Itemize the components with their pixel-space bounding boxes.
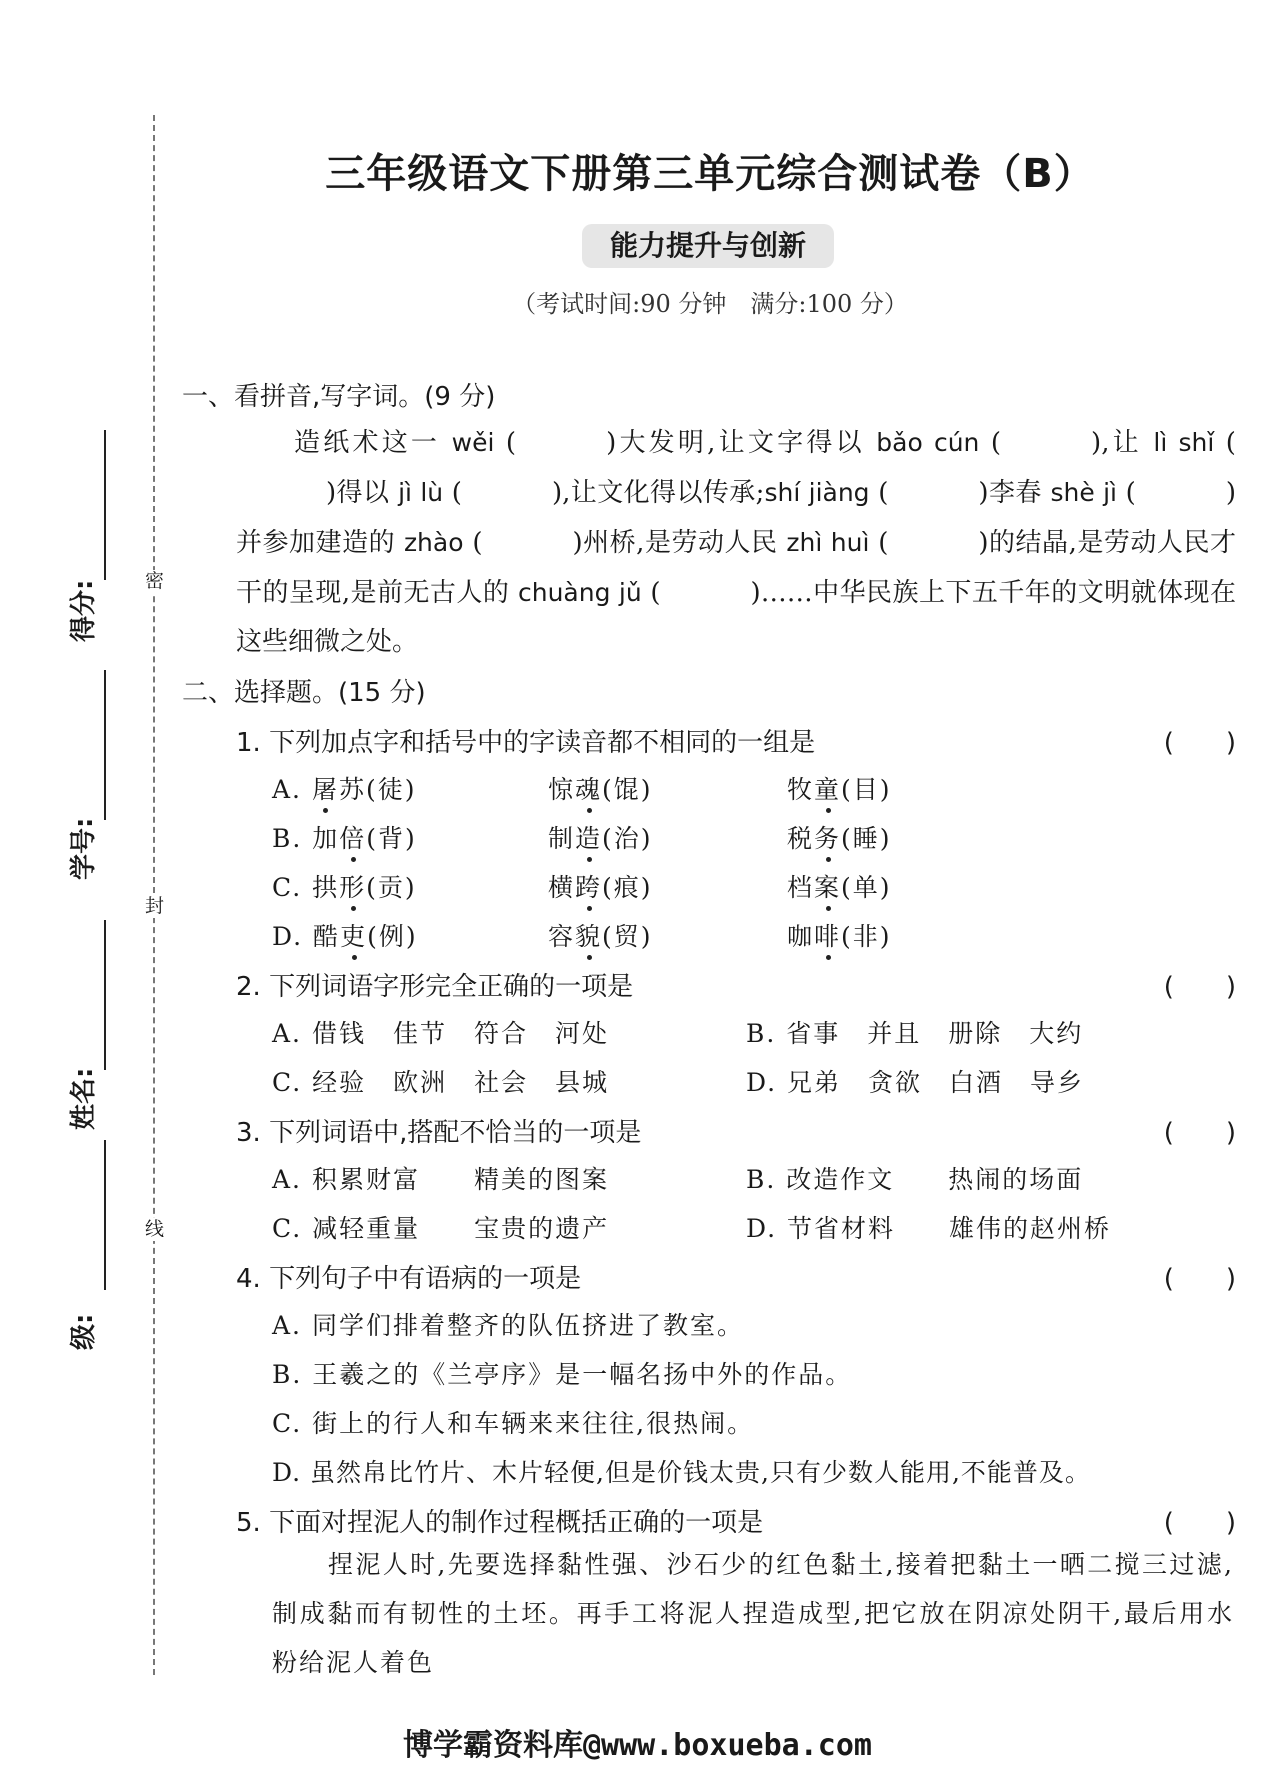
seal-char-feng: 封 xyxy=(145,895,165,917)
question-3-stem: 3. 下列词语中,搭配不恰当的一项是 ( ) xyxy=(236,1112,1236,1149)
question-5-answer-box[interactable]: ( ) xyxy=(1163,1508,1236,1538)
question-1-option-d-word-1[interactable]: D. 酷吏(例) xyxy=(272,917,418,953)
question-1-stem: 1. 下列加点字和括号中的字读音都不相同的一组是 ( ) xyxy=(236,722,1236,759)
pinyin-lishi: lì shǐ xyxy=(1153,428,1215,457)
section-2-heading: 二、选择题。(15 分) xyxy=(182,678,426,708)
class-field-line xyxy=(104,1140,106,1290)
question-1-option-c-word-1[interactable]: C. 拱形(贡) xyxy=(272,868,417,904)
class-field-label: 级: xyxy=(69,1313,99,1350)
student-id-field-line xyxy=(104,670,106,820)
score-field-label: 得分: xyxy=(69,579,99,642)
question-4-option-d[interactable]: D. 虽然帛比竹片、木片轻便,但是价钱太贵,只有少数人能用,不能普及。 xyxy=(272,1458,1091,1487)
question-1-option-a-word-3: 牧童(目) xyxy=(787,770,892,806)
question-4-stem: 4. 下列句子中有语病的一项是 ( ) xyxy=(236,1258,1236,1295)
question-1-option-b-word-2: 制造(治) xyxy=(548,819,653,855)
student-id-field-label: 学号: xyxy=(69,817,99,880)
pinyin-baocun: bǎo cún xyxy=(876,428,980,457)
pinyin-chuangju: chuàng jǔ xyxy=(518,578,642,607)
pinyin-zhihui: zhì huì xyxy=(786,528,870,557)
question-1-option-a-word-2: 惊魂(馄) xyxy=(548,770,653,806)
question-3-option-d[interactable]: D. 节省材料 雄伟的赵州桥 xyxy=(746,1214,1112,1243)
question-1-option-d-word-2: 容貌(贸) xyxy=(548,917,653,953)
pinyin-shijiang: shí jiàng xyxy=(764,478,870,507)
question-5-passage: 捏泥人时,先要选择黏性强、沙石少的红色黏土,接着把黏土一晒二搅三过滤,制成黏而有韧性的土坯。再手工将泥人捏造成型,把它放在阴凉处阴干,最后用水粉给泥人着色 xyxy=(272,1550,1234,1677)
name-field[interactable] xyxy=(60,920,130,1130)
question-2-option-c[interactable]: C. 经验 欧洲 社会 县城 xyxy=(272,1068,610,1097)
question-4-option-b[interactable]: B. 王羲之的《兰亭序》是一幅名扬中外的作品。 xyxy=(272,1360,853,1389)
question-1-option-b-word-1[interactable]: B. 加倍(背) xyxy=(272,819,417,855)
page-subtitle: 能力提升与创新 xyxy=(582,224,834,268)
question-4-answer-box[interactable]: ( ) xyxy=(1163,1264,1236,1294)
question-4-option-c[interactable]: C. 街上的行人和车辆来来往往,很热闹。 xyxy=(272,1409,755,1438)
question-3-answer-box[interactable]: ( ) xyxy=(1163,1118,1236,1148)
score-field[interactable] xyxy=(60,430,130,640)
question-3-option-b[interactable]: B. 改造作文 热闹的场面 xyxy=(746,1165,1084,1194)
question-1-option-b-word-3: 税务(睡) xyxy=(787,819,892,855)
question-2-option-d[interactable]: D. 兄弟 贪欲 白酒 导乡 xyxy=(746,1068,1085,1097)
question-1-answer-box[interactable]: ( ) xyxy=(1163,728,1236,758)
question-2-answer-box[interactable]: ( ) xyxy=(1163,972,1236,1002)
pinyin-wei: wěi xyxy=(451,428,495,457)
score-field-line xyxy=(104,430,106,580)
name-field-label: 姓名: xyxy=(69,1067,99,1130)
section-1-paragraph: 造纸术这一 wěi ( )大发明,让文字得以 bǎo cún ( ),让 lì shǐ ()得以 jì lù ( ),让文化得以传承;shí jiàng ( )李春 shè jì ( )并参加建造的 zhào ( )州桥,是劳动人民 zhì huì ( )的结晶,是劳动人民才干的呈现,是前无古人的 chuàng jǔ ( )……中华民族上下五千年的文明就体现在这些细微之处。 xyxy=(236,428,1236,657)
question-1-option-d-word-3: 咖啡(非) xyxy=(787,917,892,953)
question-1-option-a-word-1[interactable]: A. 屠苏(徒) xyxy=(272,770,417,806)
question-3-option-a[interactable]: A. 积累财富 精美的图案 xyxy=(272,1165,609,1194)
pinyin-sheji: shè jì xyxy=(1050,478,1117,507)
question-4-option-a[interactable]: A. 同学们排着整齐的队伍挤进了教室。 xyxy=(272,1311,744,1340)
page-title: 三年级语文下册第三单元综合测试卷（B） xyxy=(325,151,1095,197)
question-1-option-c-word-2: 横跨(痕) xyxy=(548,868,653,904)
question-2-option-a[interactable]: A. 借钱 佳节 符合 河处 xyxy=(272,1019,609,1048)
seal-char-xian: 线 xyxy=(145,1218,165,1240)
question-2-stem: 2. 下列词语字形完全正确的一项是 ( ) xyxy=(236,966,1236,1003)
section-1-heading: 一、看拼音,写字词。(9 分) xyxy=(182,382,496,412)
student-id-field[interactable] xyxy=(60,670,130,880)
pinyin-zhao: zhào xyxy=(403,528,464,557)
watermark-footer: 博学霸资料库@www.boxueba.com xyxy=(403,1728,872,1763)
seal-char-mi: 密 xyxy=(145,570,165,592)
question-3-option-c[interactable]: C. 减轻重量 宝贵的遗产 xyxy=(272,1214,610,1243)
question-1-option-c-word-3: 档案(单) xyxy=(787,868,892,904)
class-field[interactable] xyxy=(60,1140,130,1350)
exam-info: （考试时间:90 分钟 满分:100 分） xyxy=(512,290,908,318)
pinyin-jilu: jì lù xyxy=(398,478,444,507)
name-field-line xyxy=(104,920,106,1070)
question-2-option-b[interactable]: B. 省事 并且 册除 大约 xyxy=(746,1019,1084,1048)
question-5-stem: 5. 下面对捏泥人的制作过程概括正确的一项是 ( ) xyxy=(236,1502,1236,1539)
